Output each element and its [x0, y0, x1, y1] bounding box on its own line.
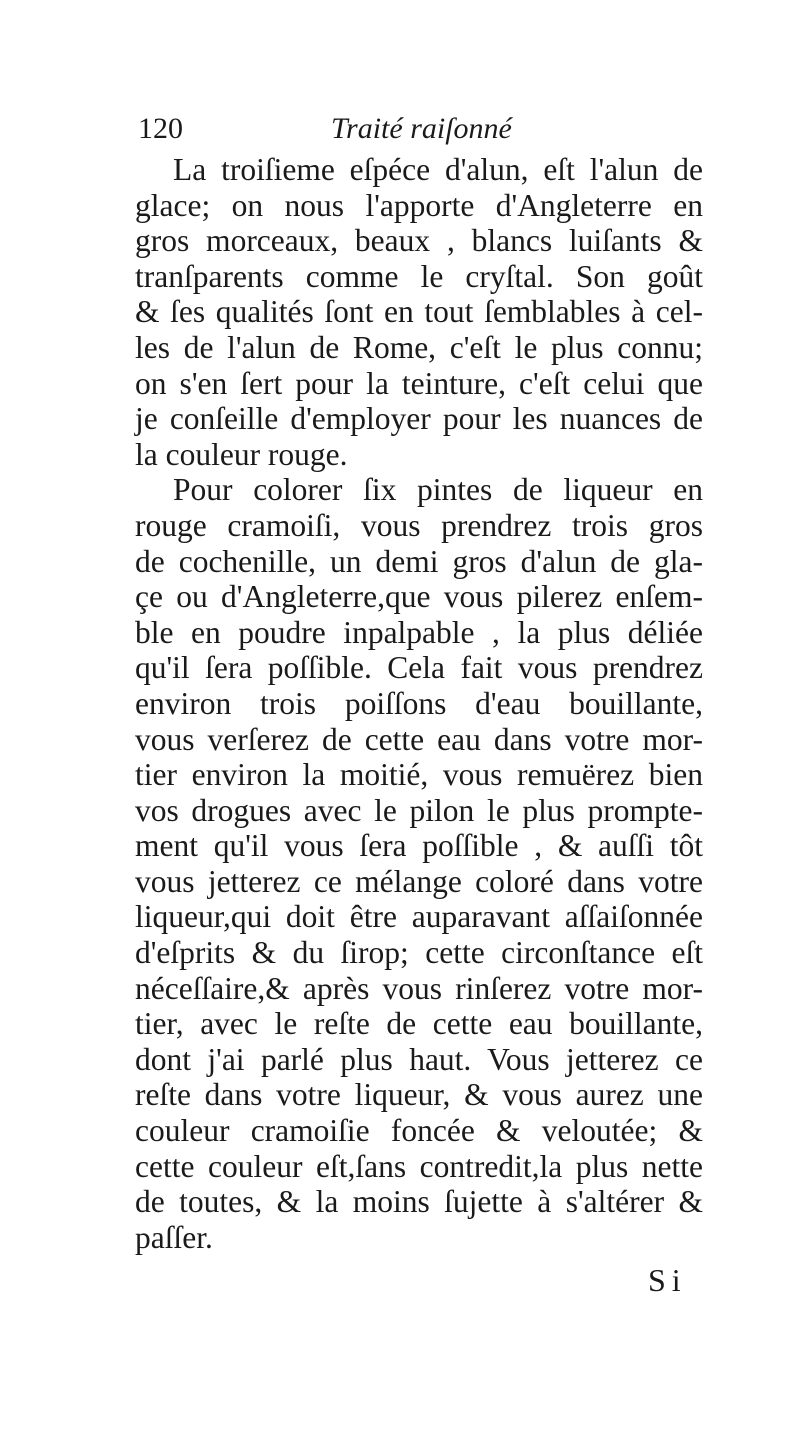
- catchword: Si: [648, 1262, 687, 1298]
- text-line: liqueur,qui doit être auparavant aſſaiſonnée: [135, 899, 703, 935]
- text-line: d'eſprits & du ſirop; cette circonſtance eſt: [135, 935, 703, 971]
- text-line: les de l'alun de Rome, c'eſt le plus connu;: [135, 329, 703, 365]
- text-line: dont j'ai parlé plus haut. Vous jetterez ce: [135, 1041, 703, 1077]
- text-line: La troiſieme eſpéce d'alun, eſt l'alun de: [173, 152, 703, 187]
- text-line: de toutes, & la moins ſujette à s'altérer &: [135, 1184, 703, 1220]
- text-line: néceſſaire,& après vous rinſerez votre mor-: [135, 970, 703, 1006]
- text-line: paſſer.: [135, 1219, 213, 1255]
- text-line: vous jetterez ce mélange coloré dans votre: [135, 863, 703, 899]
- text-line: couleur cramoiſie foncée & veloutée; &: [135, 1113, 703, 1149]
- text-line: reſte dans votre liqueur, & vous aurez une: [135, 1077, 703, 1113]
- text-line: cette couleur eſt,ſans contredit,la plus nette: [135, 1148, 703, 1184]
- text-line: Pour colorer ſix pintes de liqueur en: [173, 472, 703, 508]
- text-line: ble en poudre inpalpable , la plus déliée: [135, 614, 703, 650]
- page-header: [138, 112, 698, 156]
- text-line: gros morceaux, beaux , blancs luiſants &: [135, 223, 703, 259]
- text-line: on s'en ſert pour la teinture, c'eſt celui que: [135, 365, 703, 401]
- text-line: vous verſerez de cette eau dans votre mor-: [135, 721, 703, 757]
- text-line: tier environ la moitié, vous remuërez bien: [135, 757, 703, 793]
- body-text: [135, 152, 703, 1255]
- paragraph: [135, 152, 703, 472]
- text-line: rouge cramoiſi, vous prendrez trois gros: [135, 507, 703, 543]
- text-line: vos drogues avec le pilon le plus prompte-: [135, 792, 703, 828]
- text-line: tranſparents comme le cryſtal. Son goût: [135, 258, 703, 294]
- running-title: Traité raiſonné: [331, 112, 512, 145]
- text-line: de cochenille, un demi gros d'alun de gla-: [135, 543, 703, 579]
- page-number: 120: [138, 112, 183, 145]
- text-line: & ſes qualités ſont en tout ſemblables à cel-: [135, 294, 703, 330]
- text-line: ment qu'il vous ſera poſſible , & auſſi tôt: [135, 828, 703, 864]
- text-line: çe ou d'Angleterre,que vous pilerez enſem-: [135, 579, 703, 615]
- text-line: qu'il ſera poſſible. Cela fait vous prendrez: [135, 650, 703, 686]
- text-line: environ trois poiſſons d'eau bouillante,: [135, 685, 703, 721]
- text-line: la couleur rouge.: [135, 436, 348, 472]
- text-line: glace; on nous l'apporte d'Angleterre en: [135, 187, 703, 223]
- paragraph: [135, 472, 703, 1255]
- text-line: tier, avec le reſte de cette eau bouillante,: [135, 1006, 703, 1042]
- text-line: je conſeille d'employer pour les nuances de: [135, 401, 703, 437]
